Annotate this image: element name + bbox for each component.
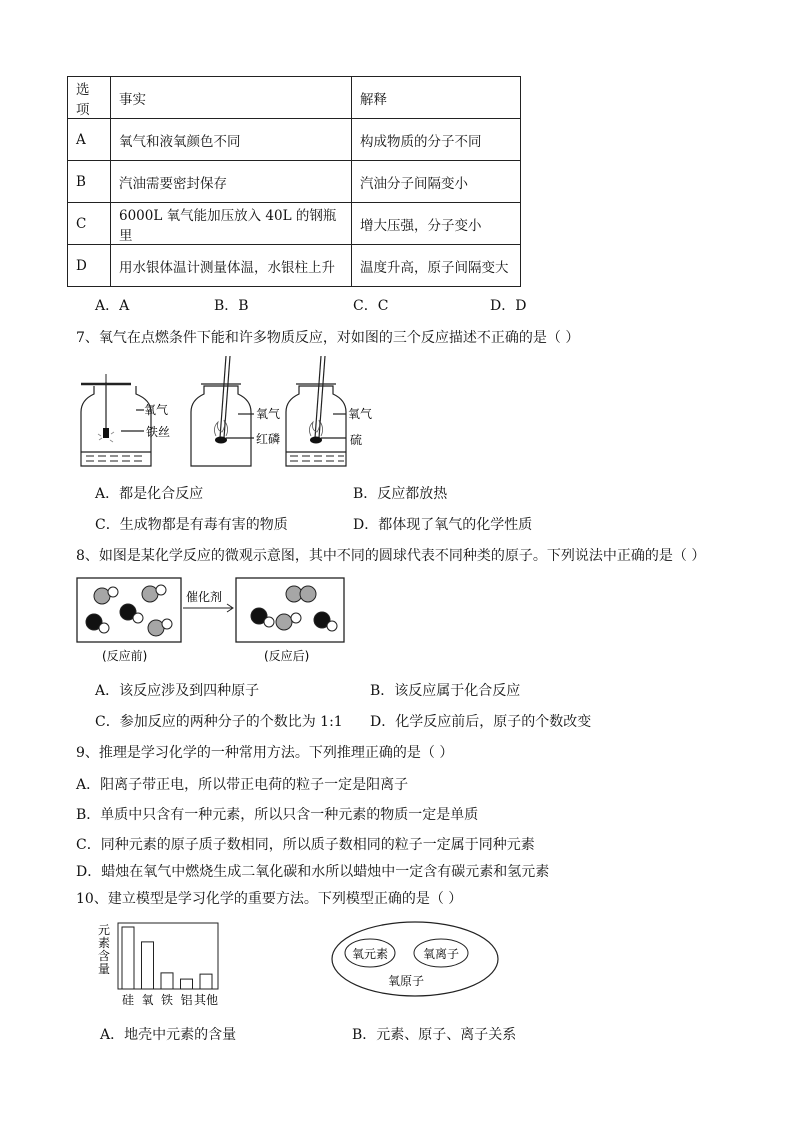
crust-element-bar-chart bbox=[96, 920, 236, 1012]
option-d[interactable]: D．都体现了氧气的化学性质 bbox=[353, 517, 533, 533]
option-d[interactable]: D．化学反应前后，原子的个数改变 bbox=[370, 714, 592, 730]
option-a[interactable]: A．都是化合反应 bbox=[95, 486, 204, 502]
element-atom-ion-venn bbox=[330, 920, 500, 1000]
option-a[interactable]: A．地壳中元素的含量 bbox=[100, 1027, 237, 1043]
option-c[interactable]: C．C bbox=[353, 298, 389, 314]
bottle2-bottom-label: 红磷 bbox=[256, 432, 281, 446]
bottle1-top-label: 氧气 bbox=[144, 403, 169, 417]
chart-category-label: 硅 bbox=[121, 993, 135, 1007]
chart-bar bbox=[200, 974, 212, 989]
question-10-stem: 10、建立模型是学习化学的重要方法。下列模型正确的是（ ） bbox=[76, 891, 463, 907]
question-7-stem: 7、氧气在点燃条件下能和许多物质反应，对如图的三个反应描述不正确的是（ ） bbox=[76, 330, 580, 346]
chart-ylabel-char: 量 bbox=[97, 962, 111, 976]
catalyst-label: 催化剂 bbox=[186, 590, 223, 604]
chart-ylabel bbox=[98, 923, 110, 976]
chart-bar bbox=[122, 927, 134, 989]
iron-wire-icon bbox=[103, 428, 109, 438]
option-b[interactable]: B．反应都放热 bbox=[353, 486, 448, 502]
header-cell: 事实 bbox=[111, 77, 352, 119]
table-row bbox=[68, 245, 521, 287]
after-label: (反应后) bbox=[264, 649, 310, 663]
before-label: (反应前) bbox=[102, 649, 148, 663]
option-d[interactable]: D．D bbox=[490, 298, 527, 314]
table-row bbox=[68, 119, 521, 161]
chart-ylabel-char: 元 bbox=[97, 923, 111, 937]
option-c[interactable]: C．参加反应的两种分子的个数比为 1:1 bbox=[95, 714, 343, 730]
option-b[interactable]: B．单质中只含有一种元素，所以只含一种元素的物质一定是单质 bbox=[76, 807, 479, 823]
bottle3-top-label: 氧气 bbox=[348, 407, 373, 421]
combustion-bottles-figure bbox=[76, 356, 376, 472]
option-c[interactable]: C．生成物都是有毒有害的物质 bbox=[95, 517, 288, 533]
chart-category-label: 其他 bbox=[193, 993, 219, 1007]
header-cell: 解释 bbox=[352, 77, 521, 119]
header-cell: 选项 bbox=[68, 77, 111, 119]
bottle1-bottom-label: 铁丝 bbox=[146, 425, 171, 439]
chart-bar bbox=[181, 979, 193, 989]
option-d[interactable]: D．蜡烛在氧气中燃烧生成二氧化碳和水所以蜡烛中一定含有碳元素和氢元素 bbox=[76, 864, 550, 880]
chart-category-label: 氧 bbox=[141, 993, 154, 1007]
chart-category-label: 铁 bbox=[160, 993, 174, 1007]
chart-bar bbox=[161, 973, 173, 989]
venn-outer-label: 氧原子 bbox=[387, 974, 425, 988]
table-cell: 汽油分子间隔变小 bbox=[352, 161, 521, 203]
table-header-row bbox=[68, 77, 521, 119]
chart-bar bbox=[142, 942, 154, 989]
table-cell: D bbox=[68, 245, 111, 287]
table-cell: B bbox=[68, 161, 111, 203]
table-cell: A bbox=[68, 119, 111, 161]
option-a[interactable]: A．A bbox=[95, 298, 130, 314]
table-cell: 用水银体温计测量体温，水银柱上升 bbox=[111, 245, 352, 287]
reaction-micro-diagram bbox=[76, 574, 348, 666]
table-cell: 汽油需要密封保存 bbox=[111, 161, 352, 203]
venn-left-label: 氧元素 bbox=[351, 947, 389, 961]
chart-ylabel-char: 含 bbox=[97, 949, 111, 963]
table-row bbox=[68, 161, 521, 203]
table-cell: C bbox=[68, 203, 111, 245]
facts-table bbox=[67, 76, 521, 287]
option-c[interactable]: C．同种元素的原子质子数相同，所以质子数相同的粒子一定属于同种元素 bbox=[76, 837, 535, 853]
question-8-stem: 8、如图是某化学反应的微观示意图，其中不同的圆球代表不同种类的原子。下列说法中正确的是（ ） bbox=[76, 548, 706, 564]
table-cell: 氧气和液氧颜色不同 bbox=[111, 119, 352, 161]
table-cell: 6000L 氧气能加压放入 40L 的钢瓶里 bbox=[111, 203, 352, 245]
table-row bbox=[68, 203, 521, 245]
table-cell: 构成物质的分子不同 bbox=[352, 119, 521, 161]
bottle3-bottom-label: 硫 bbox=[350, 433, 363, 447]
option-b[interactable]: B．该反应属于化合反应 bbox=[370, 683, 521, 699]
option-b[interactable]: B．元素、原子、离子关系 bbox=[352, 1027, 517, 1043]
bottle2-top-label: 氧气 bbox=[256, 407, 281, 421]
table-cell: 温度升高，原子间隔变大 bbox=[352, 245, 521, 287]
question-9-stem: 9、推理是学习化学的一种常用方法。下列推理正确的是（ ） bbox=[76, 745, 454, 761]
table-cell: 增大压强，分子变小 bbox=[352, 203, 521, 245]
venn-right-label: 氧离子 bbox=[422, 947, 460, 961]
option-b[interactable]: B．B bbox=[214, 298, 249, 314]
option-a[interactable]: A．阳离子带正电，所以带正电荷的粒子一定是阳离子 bbox=[76, 777, 409, 793]
chart-ylabel-char: 素 bbox=[97, 936, 111, 950]
option-a[interactable]: A．该反应涉及到四种原子 bbox=[95, 683, 260, 699]
chart-category-label: 铝 bbox=[180, 993, 193, 1007]
